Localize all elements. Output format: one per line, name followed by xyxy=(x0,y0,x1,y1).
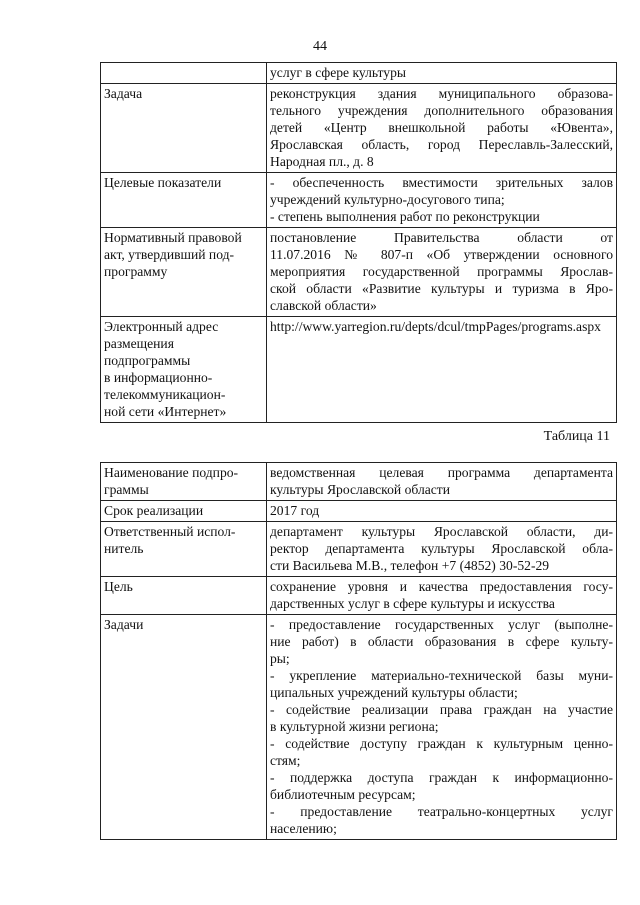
cell-text-line: библиотечным ресурсам; xyxy=(270,787,416,802)
row-label-cell xyxy=(101,317,267,423)
row-label-cell xyxy=(101,577,267,615)
cell-text-line: услуг в сфере культуры xyxy=(270,65,407,80)
cell-text-line: - укрепление материально-технической базы муни- xyxy=(270,668,613,683)
cell-text-line: 2017 год xyxy=(270,503,320,518)
table-row xyxy=(101,173,617,228)
row-label-cell xyxy=(101,463,267,501)
cell-text-line: размещения xyxy=(104,336,174,351)
cell-text-line: - предоставление театрально-концертных услуг xyxy=(270,804,613,819)
cell-text-line: граммы xyxy=(104,482,149,497)
cell-text-line: акт, утвердивший под- xyxy=(104,247,235,262)
table-row xyxy=(101,317,617,423)
row-label-cell xyxy=(101,63,267,84)
table-row xyxy=(101,228,617,317)
cell-text-line: Ярославская область, город Переславль-Залесский, xyxy=(270,137,613,152)
cell-text-line: ципальных учреждений культуры области; xyxy=(270,685,518,700)
cell-text-line: ние работ) в области образования в сфере культу- xyxy=(270,634,613,649)
cell-text-line: - содействие реализации права граждан на участие xyxy=(270,702,613,717)
cell-text-line: Народная пл., д. 8 xyxy=(270,154,374,169)
page-number: 44 xyxy=(313,39,327,54)
cell-text-line: Срок реализации xyxy=(104,503,204,518)
subprogram-passport-table-continued xyxy=(100,62,617,423)
row-label-cell xyxy=(101,173,267,228)
cell-text-line: подпрограммы xyxy=(104,353,191,368)
cell-text-line: стям; xyxy=(270,753,301,768)
cell-text-line: славской области» xyxy=(270,298,377,313)
table-row xyxy=(101,577,617,615)
cell-text-line: Ответственный испол- xyxy=(104,524,236,539)
cell-text-line: реконструкция здания муниципального образова- xyxy=(270,86,613,101)
row-label-cell xyxy=(101,501,267,522)
row-value-cell xyxy=(267,615,617,840)
row-value-cell xyxy=(267,173,617,228)
table-row xyxy=(101,463,617,501)
cell-text-line: - поддержка доступа граждан к информационно- xyxy=(270,770,613,785)
row-label-cell xyxy=(101,522,267,577)
row-label-cell xyxy=(101,615,267,840)
cell-text-line: - степень выполнения работ по реконструкции xyxy=(270,209,540,224)
row-value-cell xyxy=(267,84,617,173)
table-caption: Таблица 11 xyxy=(543,429,610,444)
cell-text-line: ректор департамента культуры Ярославской обла- xyxy=(270,541,613,556)
cell-text-line: 11.07.2016 № 807-п «Об утверждении основного xyxy=(270,247,613,262)
row-value-cell xyxy=(267,522,617,577)
cell-text-line: Задачи xyxy=(104,617,144,632)
cell-text-line: дарственных услуг в сфере культуры и искусства xyxy=(270,596,555,611)
cell-text-line: http://www.yarregion.ru/depts/dcul/tmpPages/programs.aspx xyxy=(270,319,601,334)
row-value-cell xyxy=(267,228,617,317)
table-row xyxy=(101,522,617,577)
row-label-cell xyxy=(101,228,267,317)
cell-text-line: департамент культуры Ярославской области, ди- xyxy=(270,524,613,539)
cell-text-line: детей «Центр внешкольной работы «Ювента», xyxy=(270,120,613,135)
cell-text-line: в культурной жизни региона; xyxy=(270,719,439,734)
table-row xyxy=(101,84,617,173)
cell-text-line: постановление Правительства области от xyxy=(270,230,613,245)
row-value-cell xyxy=(267,63,617,84)
row-value-cell xyxy=(267,577,617,615)
row-value-cell xyxy=(267,317,617,423)
cell-text-line: учреждений культурно-досугового типа; xyxy=(270,192,505,207)
table-row xyxy=(101,615,617,840)
cell-text-line: Цель xyxy=(104,579,133,594)
cell-text-line: Электронный адрес xyxy=(104,319,219,334)
cell-text-line: - обеспеченность вместимости зрительных залов xyxy=(270,175,613,190)
cell-text-line: - содействие доступу граждан к культурным ценно- xyxy=(270,736,613,751)
table-row xyxy=(101,63,617,84)
cell-text-line: нитель xyxy=(104,541,144,556)
subprogram-passport-table xyxy=(100,462,617,840)
cell-text-line: Целевые показатели xyxy=(104,175,222,190)
row-label-cell xyxy=(101,84,267,173)
cell-text-line: Задача xyxy=(104,86,143,101)
cell-text-line: культуры Ярославской области xyxy=(270,482,451,497)
table-row xyxy=(101,501,617,522)
cell-text-line: в информационно- xyxy=(104,370,213,385)
cell-text-line: программу xyxy=(104,264,168,279)
cell-text-line: ской области «Развитие культуры и туризма в Яро- xyxy=(270,281,613,296)
cell-text-line: ной сети «Интернет» xyxy=(104,404,227,419)
cell-text-line: ведомственная целевая программа департамента xyxy=(270,465,613,480)
cell-text-line: населению; xyxy=(270,821,337,836)
cell-text-line: Наименование подпро- xyxy=(104,465,239,480)
cell-text-line: - предоставление государственных услуг (выполне- xyxy=(270,617,613,632)
cell-text-line: ры; xyxy=(270,651,290,666)
cell-text-line: Нормативный правовой xyxy=(104,230,242,245)
cell-text-line: мероприятия государственной программы Ярослав- xyxy=(270,264,613,279)
row-value-cell xyxy=(267,463,617,501)
row-value-cell xyxy=(267,501,617,522)
cell-text-line: телекоммуникацион- xyxy=(104,387,226,402)
cell-text-line: сти Васильева М.В., телефон +7 (4852) 30-52-29 xyxy=(270,558,550,573)
cell-text-line: сохранение уровня и качества предоставления госу- xyxy=(270,579,613,594)
cell-text-line: тельного учреждения дополнительного образования xyxy=(270,103,613,118)
